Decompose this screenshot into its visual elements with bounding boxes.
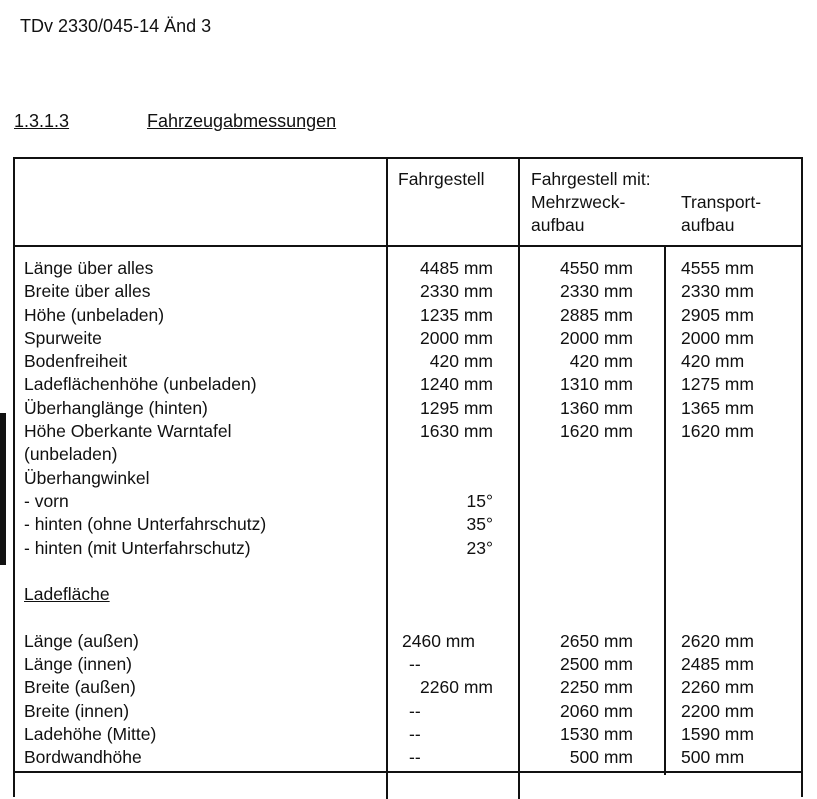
header-transport <box>681 191 761 238</box>
spacer-row <box>519 606 633 629</box>
multi-value: 2650 mm <box>560 630 633 651</box>
row-label: Bodenfreiheit <box>24 351 128 372</box>
row-label: Länge (außen) <box>24 630 139 651</box>
transport-column <box>681 257 754 770</box>
chassis-value: 15° <box>466 490 493 511</box>
chassis-value <box>387 443 493 466</box>
row-label: - hinten (mit Unterfahrschutz) <box>24 537 251 558</box>
row-label: Breite über alles <box>24 281 151 302</box>
chassis-value: 2260 mm <box>420 677 493 698</box>
row-label: Überhangwinkel <box>24 467 150 488</box>
transport-value <box>681 467 754 490</box>
transport-value <box>681 513 754 536</box>
chassis-column <box>387 257 493 770</box>
transport-value: 1590 mm <box>681 723 754 744</box>
chassis-value: 4485 mm <box>420 258 493 278</box>
header-multi <box>531 191 625 238</box>
row-label: Ladeflächenhöhe (unbeladen) <box>24 374 257 395</box>
spacer-row <box>519 560 633 583</box>
chassis-value: 1630 mm <box>420 421 493 442</box>
transport-value: 2620 mm <box>681 630 754 651</box>
chassis-value: 1235 mm <box>420 304 493 325</box>
header-transport-line2: aufbau <box>681 215 735 236</box>
document-id: TDv 2330/045-14 Änd 3 <box>20 16 212 36</box>
margin-change-bar <box>0 413 6 565</box>
column-divider <box>664 245 666 775</box>
spacer-row <box>387 560 493 583</box>
spacer-row <box>681 583 754 606</box>
transport-value: 4555 mm <box>681 258 754 278</box>
chassis-value: -- <box>409 747 421 768</box>
transport-value: 2000 mm <box>681 327 754 348</box>
row-label: Breite (außen) <box>24 677 136 698</box>
header-multi-line1: Mehrzweck- <box>531 192 626 212</box>
header-transport-line1: Transport- <box>681 192 762 212</box>
subsection-heading: Ladefläche <box>24 584 110 605</box>
multi-value <box>519 537 633 560</box>
multi-value: 4550 mm <box>560 258 633 278</box>
chassis-value: -- <box>409 723 421 744</box>
dimensions-table <box>13 157 803 797</box>
multi-value <box>519 443 633 466</box>
transport-value: 420 mm <box>681 351 745 372</box>
multi-value <box>519 467 633 490</box>
chassis-value: 2330 mm <box>420 281 493 302</box>
multi-column <box>519 257 633 770</box>
row-label: - hinten (ohne Unterfahrschutz) <box>24 514 267 535</box>
multi-value: 2060 mm <box>560 700 633 721</box>
multi-value: 2885 mm <box>560 304 633 325</box>
chassis-value: 23° <box>466 537 493 558</box>
multi-value: 1530 mm <box>560 723 633 744</box>
footer-divider <box>15 771 803 773</box>
label-column <box>24 257 266 770</box>
row-label: Länge über alles <box>24 258 154 278</box>
spacer-row <box>681 606 754 629</box>
chassis-value: 420 mm <box>429 351 493 372</box>
transport-value: 2485 mm <box>681 654 754 675</box>
chassis-value: -- <box>409 654 421 675</box>
row-label: (unbeladen) <box>24 444 118 465</box>
spacer-row <box>387 606 493 629</box>
multi-value: 2000 mm <box>560 327 633 348</box>
header-chassis: Fahrgestell <box>398 169 485 189</box>
chassis-value: 35° <box>466 514 493 535</box>
transport-value: 500 mm <box>681 747 745 768</box>
row-label: Breite (innen) <box>24 700 130 721</box>
chassis-value: 1240 mm <box>420 374 493 395</box>
multi-value <box>519 490 633 513</box>
header-group: Fahrgestell mit: <box>531 169 651 189</box>
row-label: Überhanglänge (hinten) <box>24 397 208 418</box>
spacer-row <box>681 560 754 583</box>
header-multi-line2: aufbau <box>531 215 585 236</box>
row-label: Höhe Oberkante Warntafel <box>24 421 232 442</box>
multi-value: 1620 mm <box>560 421 633 442</box>
chassis-value: 1295 mm <box>420 397 493 418</box>
section-title: Fahrzeugabmessungen <box>147 111 337 131</box>
multi-value <box>519 513 633 536</box>
transport-value <box>681 537 754 560</box>
transport-value: 2260 mm <box>681 677 754 698</box>
transport-value: 2200 mm <box>681 700 754 721</box>
spacer-row <box>24 606 266 629</box>
transport-value <box>681 490 754 513</box>
row-label: - vorn <box>24 490 69 511</box>
row-label: Länge (innen) <box>24 654 132 675</box>
transport-value <box>681 443 754 466</box>
transport-value: 1365 mm <box>681 397 754 418</box>
transport-value: 1620 mm <box>681 421 754 442</box>
transport-value: 2330 mm <box>681 281 754 302</box>
multi-value: 2330 mm <box>560 281 633 302</box>
section-heading <box>14 111 336 132</box>
transport-value: 1275 mm <box>681 374 754 395</box>
chassis-value: 2000 mm <box>420 327 493 348</box>
header-divider <box>15 245 803 247</box>
chassis-value: -- <box>409 700 421 721</box>
row-label: Spurweite <box>24 327 102 348</box>
multi-value: 500 mm <box>569 747 633 768</box>
chassis-value: 2460 mm <box>402 630 475 651</box>
multi-value: 420 mm <box>569 351 633 372</box>
row-label: Bordwandhöhe <box>24 747 142 768</box>
row-label: Höhe (unbeladen) <box>24 304 165 325</box>
multi-value: 1310 mm <box>560 374 633 395</box>
spacer-row <box>519 583 633 606</box>
row-label: Ladehöhe (Mitte) <box>24 723 157 744</box>
spacer-row <box>24 560 266 583</box>
chassis-value <box>387 467 493 490</box>
multi-value: 2250 mm <box>560 677 633 698</box>
transport-value: 2905 mm <box>681 304 754 325</box>
section-number: 1.3.1.3 <box>14 111 70 131</box>
multi-value: 2500 mm <box>560 654 633 675</box>
spacer-row <box>387 583 493 606</box>
multi-value: 1360 mm <box>560 397 633 418</box>
